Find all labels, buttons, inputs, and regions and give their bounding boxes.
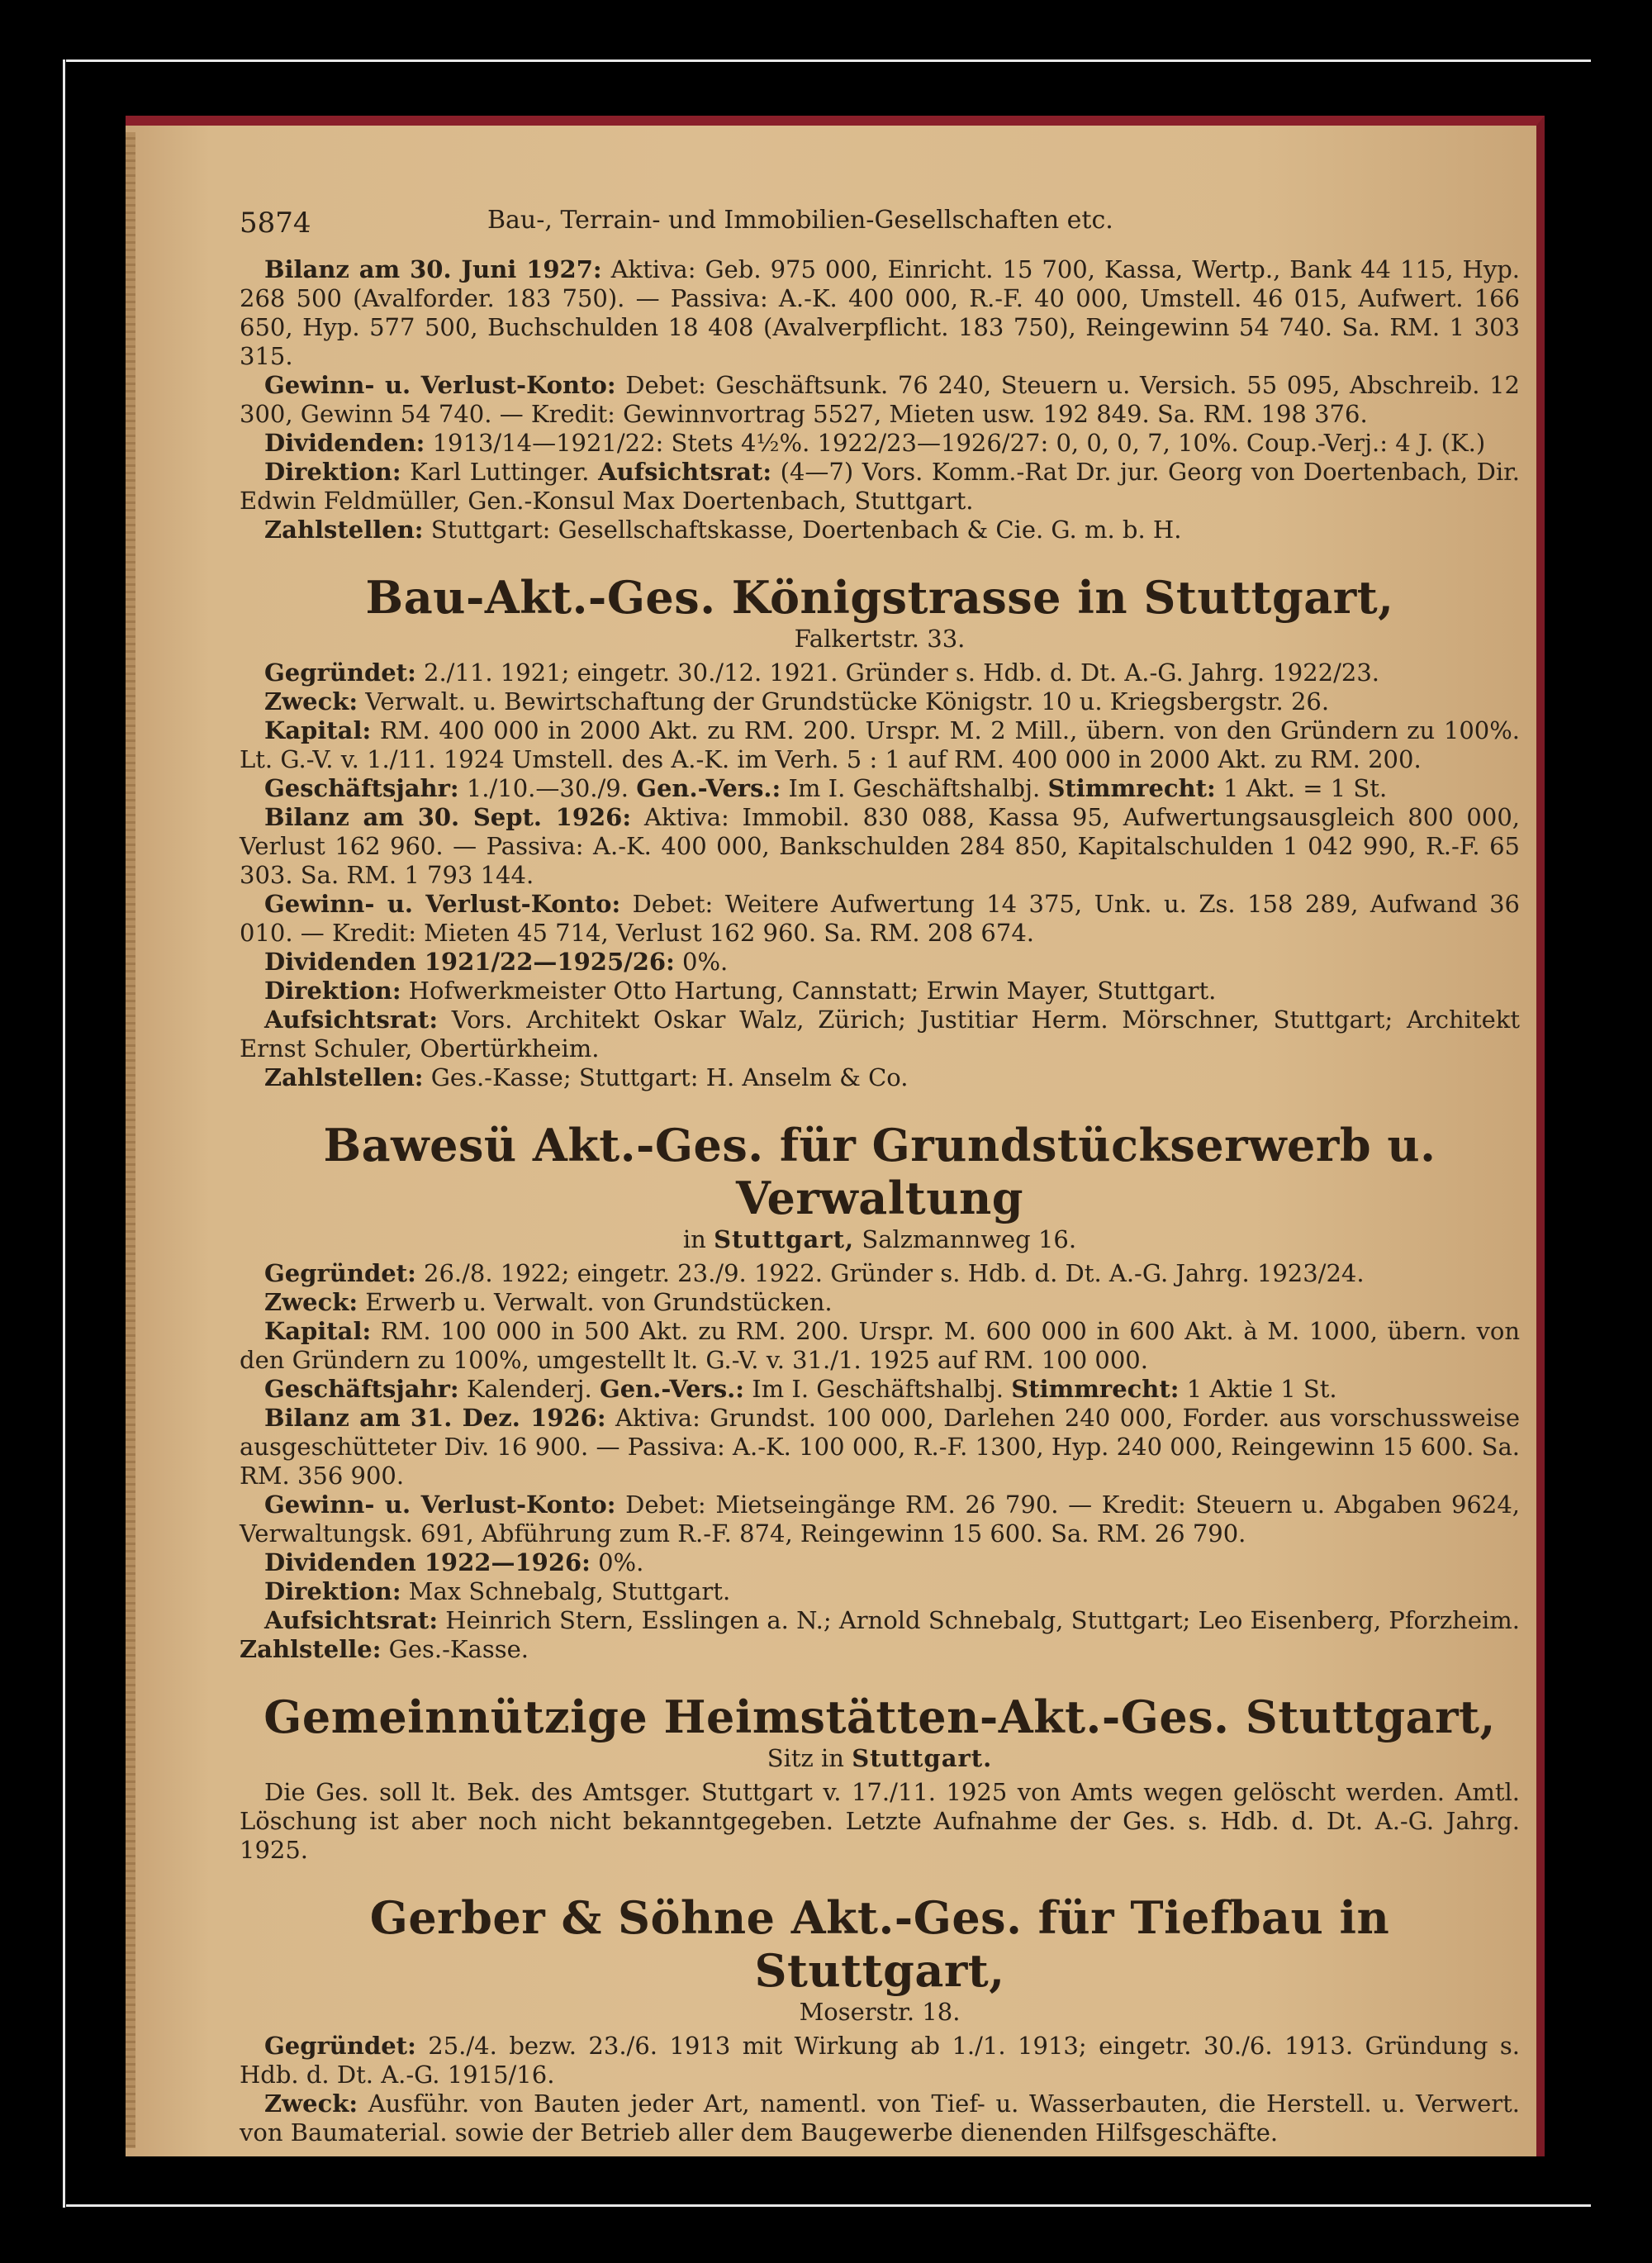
page-content (240, 194, 1520, 2147)
label: Aufsichtsrat: (264, 1006, 439, 1034)
label: Dividenden 1921/22—1925/26: (264, 948, 675, 976)
running-head: Bau-, Terrain- und Immobilien-Gesellschaften etc. (487, 206, 1113, 235)
entry-subline (240, 1224, 1520, 1254)
text: Aktiva: Geb. 975 000, Einricht. 15 700, Kassa, Wertp., Bank 44 115, Hyp. 268 500 (Avalforder. 183 750). — Passiva: A.-K. 400 000, R.-F. 40 000, Umstell. 46 015, Aufwert. 166 650, Hyp. 577 500, Buchschulden 18 408 (Avalverpflicht. 183 750), Reingewinn 54 740. Sa. RM. 1 303 315. (240, 255, 1521, 370)
text: RM. 400 000 in 2000 Akt. zu RM. 200. Urspr. M. 2 Mill., übern. von den Gründern zu 100%. Lt. G.-V. v. 1./11. 1924 Umstell. des A.-K. im Verh. 5 : 1 auf RM. 400 000 in 2000 Akt. zu RM. 200. (240, 716, 1520, 773)
text: 25./4. bezw. 23./6. 1913 mit Wirkung ab 1./1. 1913; eingetr. 30./6. 1913. Gründung s. Hdb. d. Dt. A.-G. 1915/16. (240, 2032, 1520, 2089)
entry4-gegruendet (240, 2032, 1520, 2089)
text: Ges.-Kasse; Stuttgart: H. Anselm & Co. (430, 1063, 909, 1091)
entry1-guv (240, 890, 1520, 948)
label: Gewinn- u. Verlust-Konto: (264, 1490, 616, 1519)
text: Vors. Architekt Oskar Walz, Zürich; Justitiar Herm. Mörschner, Stuttgart; Architekt Ernst Schuler, Obertürkheim. (240, 1006, 1521, 1063)
scan-frame-left (63, 59, 65, 2208)
entry2-kapital (240, 1317, 1520, 1375)
page-edge (126, 132, 135, 2148)
label: Bilanz am 30. Juni 1927: (264, 255, 602, 283)
prev-bilanz (240, 255, 1520, 371)
text: 1913/14—1921/22: Stets 4½%. 1922/23—1926/27: 0, 0, 0, 7, 10%. Coup.-Verj.: 4 J. (K.) (432, 429, 1486, 457)
label: Bilanz am 30. Sept. 1926: (264, 803, 632, 831)
label: Gegründet: (264, 658, 416, 687)
text: Im I. Geschäftshalbj. (752, 1375, 1004, 1403)
label: Direktion: (264, 458, 401, 486)
text: RM. 100 000 in 500 Akt. zu RM. 200. Urspr. M. 600 000 in 600 Akt. à M. 1000, übern. von den Gründern zu 100%, umgestellt lt. G.-V. v. 31./1. 1925 auf RM. 100 000. (240, 1317, 1521, 1374)
sub-pre: in (682, 1225, 706, 1253)
text: 2./11. 1921; eingetr. 30./12. 1921. Gründer s. Hdb. d. Dt. A.-G. Jahrg. 1922/23. (424, 658, 1380, 687)
label: Zahlstellen: (264, 516, 424, 544)
label: Aufsichtsrat: (264, 1606, 439, 1634)
text: (4—7) Vors. Komm.-Rat Dr. jur. Georg von Doertenbach, Dir. Edwin Feldmüller, Gen.-Konsul Max Doertenbach, Stuttgart. (240, 458, 1520, 515)
label: Dividenden: (264, 429, 425, 457)
prev-guv (240, 371, 1520, 429)
entry-title: Gerber & Söhne Akt.-Ges. für Tiefbau in Stuttgart, (369, 1891, 1390, 1997)
entry-address: Moserstr. 18. (799, 1998, 961, 2026)
text: Ausführ. von Bauten jeder Art, namentl. von Tief- u. Wasserbauten, die Herstell. u. Verwert. von Baumaterial. sowie der Betrieb aller dem Baugewerbe dienenden Hilfsgeschäfte. (240, 2089, 1520, 2147)
text: Ges.-Kasse. (388, 1635, 529, 1663)
entry-address: Falkertstr. 33. (794, 625, 966, 653)
entry1-bilanz (240, 803, 1520, 890)
label: Gen.-Vers.: (636, 774, 781, 802)
entry-title: Gemeinnützige Heimstätten-Akt.-Ges. Stuttgart, (263, 1690, 1496, 1743)
label: Kapital: (264, 716, 372, 744)
page-header (240, 194, 1520, 244)
entry1-kapital (240, 716, 1520, 774)
entry2-aufsichtsrat (240, 1606, 1520, 1664)
entry-title: Bawesü Akt.-Ges. für Grundstückserwerb u. Verwaltung (323, 1119, 1436, 1224)
entry1-zahlstellen (240, 1063, 1520, 1092)
entry-title: Bau-Akt.-Ges. Königstrasse in Stuttgart, (365, 571, 1394, 624)
prev-dividenden (240, 429, 1520, 458)
entry1-zweck (240, 687, 1520, 716)
scan-frame-top (66, 59, 1591, 62)
text: Max Schnebalg, Stuttgart. (408, 1577, 731, 1605)
label: Direktion: (264, 1577, 401, 1605)
text: Aktiva: Immobil. 830 088, Kassa 95, Aufwertungsausgleich 800 000, Verlust 162 960. — Passiva: A.-K. 400 000, Bankschulden 284 850, Kapitalschulden 1 042 990, R.-F. 65 303. Sa. RM. 1 793 144. (240, 803, 1521, 889)
sub-pre: Sitz in (767, 1744, 844, 1772)
entry2-gegruendet (240, 1259, 1520, 1288)
label: Stimmrecht: (1047, 774, 1216, 802)
text: Karl Luttinger. (410, 458, 590, 486)
entry2-dividenden (240, 1548, 1520, 1577)
text: Kalenderj. (466, 1375, 592, 1403)
entry4-zweck (240, 2089, 1520, 2147)
text: Im I. Geschäftshalbj. (788, 774, 1041, 802)
page-number: 5874 (240, 207, 311, 240)
text: 0%. (598, 1548, 644, 1576)
text: Erwerb u. Verwalt. von Grundstücken. (365, 1288, 833, 1316)
label: Gegründet: (264, 1259, 416, 1287)
entry2-geschaeftsjahr (240, 1375, 1520, 1404)
label: Kapital: (264, 1317, 372, 1345)
entry1-aufsichtsrat (240, 1006, 1520, 1063)
entry1-geschaeftsjahr (240, 774, 1520, 803)
prev-zahlstellen (240, 516, 1520, 544)
entry2-guv (240, 1490, 1520, 1548)
text: 1./10.—30./9. (466, 774, 629, 802)
entry2-direktion (240, 1577, 1520, 1606)
label: Gen.-Vers.: (599, 1375, 744, 1403)
entry2-zweck (240, 1288, 1520, 1317)
text: Aktiva: Grundst. 100 000, Darlehen 240 000, Forder. aus vorschussweise ausgeschütteter Div. 16 900. — Passiva: A.-K. 100 000, R.-F. 1300, Hyp. 240 000, Reingewinn 15 600. Sa. RM. 356 900. (240, 1404, 1521, 1490)
label: Geschäftsjahr: (264, 1375, 459, 1403)
text: Debet: Mietseingänge RM. 26 790. — Kredit: Steuern u. Abgaben 9624, Verwaltungsk. 691, Abführung zum R.-F. 874, Reingewinn 15 600. Sa. RM. 26 790. (240, 1490, 1520, 1547)
text: Heinrich Stern, Esslingen a. N.; Arnold Schnebalg, Stuttgart; Leo Eisenberg, Pforzheim. (445, 1606, 1520, 1634)
label: Gegründet: (264, 2032, 416, 2060)
entry-subline (240, 1743, 1520, 1773)
text: Hofwerkmeister Otto Hartung, Cannstatt; Erwin Mayer, Stuttgart. (408, 977, 1217, 1005)
label: Dividenden 1922—1926: (264, 1548, 591, 1576)
label: Zweck: (264, 687, 358, 716)
label: Direktion: (264, 977, 401, 1005)
text: Debet: Weitere Aufwertung 14 375, Unk. u. Zs. 158 289, Aufwand 36 010. — Kredit: Mieten 45 714, Verlust 162 960. Sa. RM. 208 674. (240, 890, 1521, 947)
label: Zahlstelle: (240, 1635, 382, 1663)
sub-city: Stuttgart. (852, 1744, 993, 1772)
entry3-body: Die Ges. soll lt. Bek. des Amtsger. Stuttgart v. 17./11. 1925 von Amts wegen gelöscht werden. Amtl. Löschung ist aber noch nicht bekanntgegeben. Letzte Aufnahme der Ges. s. Hdb. d. Dt. A.-G. Jahrg. 1925. (240, 1778, 1520, 1864)
label: Bilanz am 31. Dez. 1926: (264, 1404, 606, 1432)
scan-frame-bottom (66, 2204, 1591, 2207)
label: Zahlstellen: (264, 1063, 424, 1091)
text: 1 Aktie 1 St. (1186, 1375, 1337, 1403)
label: Zweck: (264, 1288, 358, 1316)
label: Zweck: (264, 2089, 358, 2118)
text: 1 Akt. = 1 St. (1222, 774, 1388, 802)
entry2-bilanz (240, 1404, 1520, 1490)
entry1-dividenden (240, 948, 1520, 977)
label: Aufsichtsrat: (598, 458, 772, 486)
prev-entry (240, 255, 1520, 544)
text: Stuttgart: Gesellschaftskasse, Doertenbach & Cie. G. m. b. H. (430, 516, 1182, 544)
sub-post: Salzmannweg 16. (862, 1225, 1077, 1253)
sub-city: Stuttgart, (714, 1225, 855, 1253)
label: Gewinn- u. Verlust-Konto: (264, 890, 621, 918)
prev-direktion (240, 458, 1520, 516)
text: Verwalt. u. Bewirtschaftung der Grundstücke Königstr. 10 u. Kriegsbergstr. 26. (365, 687, 1330, 716)
label: Gewinn- u. Verlust-Konto: (264, 371, 616, 399)
text: 26./8. 1922; eingetr. 23./9. 1922. Gründer s. Hdb. d. Dt. A.-G. Jahrg. 1923/24. (424, 1259, 1365, 1287)
entry1-direktion (240, 977, 1520, 1006)
entry1-gegruendet (240, 658, 1520, 687)
text: 0%. (682, 948, 729, 976)
label: Stimmrecht: (1011, 1375, 1180, 1403)
label: Geschäftsjahr: (264, 774, 459, 802)
text: Debet: Geschäftsunk. 76 240, Steuern u. Versich. 55 095, Abschreib. 12 300, Gewinn 54 740. — Kredit: Gewinnvortrag 5527, Mieten usw. 192 849. Sa. RM. 198 376. (240, 371, 1520, 428)
